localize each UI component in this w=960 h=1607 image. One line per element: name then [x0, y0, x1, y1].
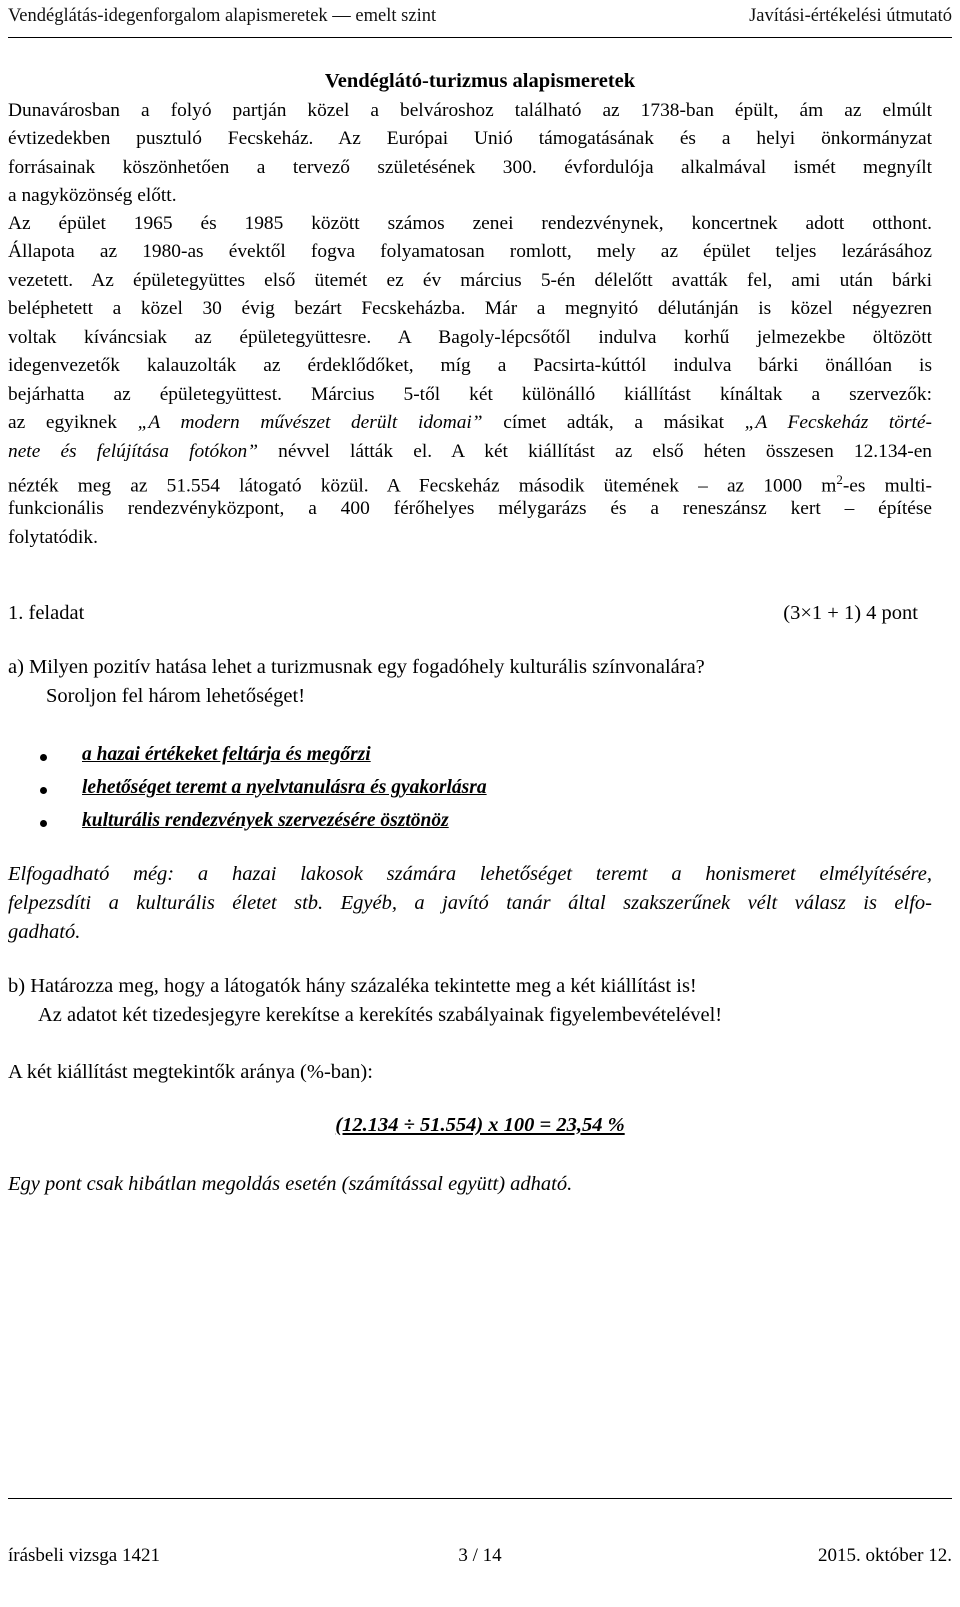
- bullet-icon: [40, 820, 47, 827]
- intro-line: [8, 438, 932, 465]
- question-b-instruction: Az adatot két tizedesjegyre kerekítse a kerekítés szabályainak figyelembevételével!: [38, 1004, 723, 1026]
- superscript: 2: [836, 472, 843, 487]
- footer-date: 2015. október 12.: [817, 1545, 953, 1566]
- exhibition-title-2-start: „A Fecskeház törté-: [744, 412, 932, 433]
- footer-rule: [8, 1498, 952, 1499]
- note-line: Elfogadható még: a hazai lakosok számára lehetőséget teremt a honismeret elmélyítésére,: [8, 863, 932, 885]
- text-span: címet adták, a másikat: [482, 412, 745, 433]
- intro-line: voltak kíváncsiak az épületegyüttesre. A Bagoly-lépcsőtől indulva korhű jelmezekbe öltözött: [8, 327, 932, 348]
- exhibition-title-2-end: nete és felújítása fotókon”: [8, 441, 259, 462]
- answer-item: [40, 810, 487, 843]
- intro-line: beléphetett a közel 30 évig bezárt Fecskeházba. Már a megnyitó délutánján is közel négyezren: [8, 298, 932, 319]
- intro-line: forrásainak köszönhetően a tervező születésének 300. évfordulója alkalmával ismét megnyílt: [8, 157, 932, 178]
- intro-line: folytatódik.: [8, 527, 98, 548]
- answer-item: [40, 744, 487, 777]
- text-span: az egyiknek: [8, 412, 138, 433]
- intro-line: [8, 409, 932, 436]
- solution-formula: (12.134 ÷ 51.554) x 100 = 23,54 %: [335, 1114, 625, 1136]
- section-title: Vendéglátó-turizmus alapismeretek: [324, 70, 636, 92]
- page-footer: [8, 1545, 952, 1567]
- intro-line: idegenvezetők kalauzolták az érdeklődőket, míg a Pacsirta-kúttól indulva bárki önállóan is: [8, 355, 932, 376]
- answer-text: a hazai értékeket feltárja és megőrzi: [82, 744, 371, 765]
- bullet-icon: [40, 787, 47, 794]
- task-label: 1. feladat: [8, 602, 85, 624]
- header-doc-type: Javítási-értékelési útmutató: [749, 6, 952, 26]
- question-b: b) Határozza meg, hogy a látogatók hány százaléka tekintette meg a két kiállítást is!: [8, 975, 697, 997]
- answer-list: [40, 744, 487, 843]
- intro-line: Az épület 1965 és 1985 között számos zenei rendezvénynek, koncertnek adott otthont.: [8, 213, 932, 234]
- intro-line: funkcionális rendezvényközpont, a 400 férőhelyes mélygarázs és a reneszánsz kert – építése: [8, 498, 932, 519]
- question-a: a) Milyen pozitív hatása lehet a turizmusnak egy fogadóhely kulturális színvonalára?: [8, 656, 705, 678]
- answer-text: lehetőséget teremt a nyelvtanulásra és gyakorlásra: [82, 777, 487, 798]
- question-a-instruction: Soroljon fel három lehetőséget!: [46, 685, 306, 707]
- bullet-icon: [40, 754, 47, 761]
- text-span: nézték meg az 51.554 látogató közül. A Fecskeház második ütemének – az 1000 m: [8, 475, 837, 497]
- answer-item: [40, 777, 487, 810]
- header-rule: [8, 37, 952, 38]
- intro-line: évtizedekben pusztuló Fecskeház. Az Európai Unió támogatásának és a helyi önkormányzat: [8, 128, 932, 149]
- intro-line: Állapota az 1980-as évektől fogva folyamatosan romlott, mely az épület teljes lezárásához: [8, 241, 932, 262]
- exhibition-title-1: „A modern művészet derült idomai”: [137, 412, 483, 433]
- text-span: névvel látták el. A két kiállítást az első héten összesen 12.134-en: [258, 441, 932, 462]
- intro-line: a nagyközönség előtt.: [8, 185, 177, 206]
- intro-line: bejárhatta az épületegyüttest. Március 5-től két különálló kiállítást kínáltak a szervezők:: [8, 384, 932, 405]
- scoring-note: Egy pont csak hibátlan megoldás esetén (számítással együtt) adható.: [8, 1173, 573, 1195]
- task-points: (3×1 + 1) 4 pont: [783, 602, 918, 624]
- intro-line: vezetett. Az épületegyüttes első ütemét ez év március 5-én délelőtt avatták fel, ami után bárki: [8, 270, 932, 291]
- intro-line: Dunavárosban a folyó partján közel a belvároshoz található az 1738-ban épült, ám az elmúlt: [8, 100, 932, 121]
- footer-exam-code: írásbeli vizsga 1421: [8, 1545, 160, 1566]
- task-heading: [8, 602, 918, 625]
- header-subject: Vendéglátás-idegenforgalom alapismeretek — emelt szint: [8, 6, 437, 26]
- note-line: felpezsdíti a kulturális életet stb. Egyéb, a javító tanár által szakszerűnek vélt válasz is elfo-: [8, 892, 932, 914]
- text-span: -es multi-: [842, 475, 933, 497]
- page-header: [8, 6, 952, 34]
- answer-text: kulturális rendezvények szervezésére ösztönöz: [82, 810, 449, 831]
- note-line: gadható.: [8, 921, 81, 943]
- ratio-label: A két kiállítást megtekintők aránya (%-ban):: [8, 1061, 373, 1083]
- page-number: 3 / 14: [458, 1545, 502, 1566]
